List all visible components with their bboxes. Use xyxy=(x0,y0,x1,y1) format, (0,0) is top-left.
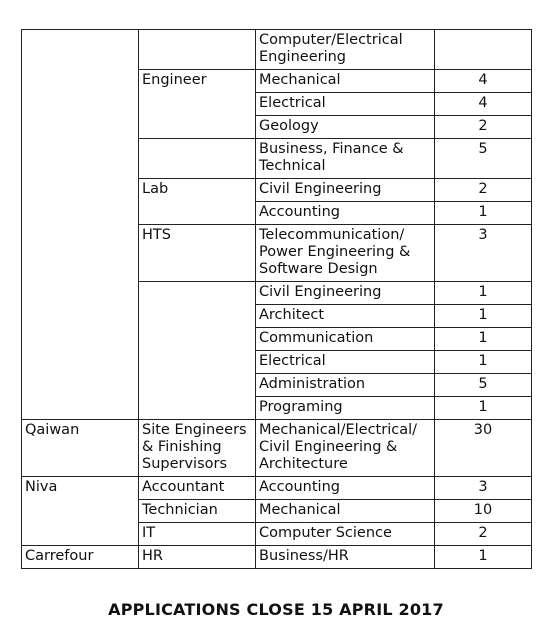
count-cell: 5 xyxy=(435,374,532,397)
company-cell: Carrefour xyxy=(22,546,139,569)
position-cell: HTS xyxy=(139,225,256,282)
closing-notice: APPLICATIONS CLOSE 15 APRIL 2017 xyxy=(108,600,444,619)
specialization-cell: Mechanical xyxy=(256,70,435,93)
company-cell: Qaiwan xyxy=(22,420,139,477)
specialization-cell: Accounting xyxy=(256,477,435,500)
position-cell xyxy=(139,282,256,420)
position-cell: Engineer xyxy=(139,70,256,139)
position-cell: Lab xyxy=(139,179,256,225)
position-cell: Accountant xyxy=(139,477,256,500)
position-cell xyxy=(139,30,256,70)
specialization-cell: Geology xyxy=(256,116,435,139)
company-cell: Niva xyxy=(22,477,139,546)
vacancy-table xyxy=(21,29,532,569)
table-row xyxy=(22,477,532,500)
table-row xyxy=(22,546,532,569)
specialization-cell: Civil Engineering xyxy=(256,179,435,202)
specialization-cell: Architect xyxy=(256,305,435,328)
count-cell: 10 xyxy=(435,500,532,523)
specialization-cell: Telecommunication/ Power Engineering & Software Design xyxy=(256,225,435,282)
count-cell: 2 xyxy=(435,116,532,139)
count-cell: 5 xyxy=(435,139,532,179)
specialization-cell: Business/HR xyxy=(256,546,435,569)
specialization-cell: Electrical xyxy=(256,93,435,116)
specialization-cell: Computer/Electrical Engineering xyxy=(256,30,435,70)
specialization-cell: Electrical xyxy=(256,351,435,374)
count-cell: 3 xyxy=(435,477,532,500)
table-row xyxy=(22,420,532,477)
position-cell: Site Engineers & Finishing Supervisors xyxy=(139,420,256,477)
company-cell xyxy=(22,30,139,420)
table-row xyxy=(22,30,532,70)
specialization-cell: Accounting xyxy=(256,202,435,225)
position-cell xyxy=(139,139,256,179)
count-cell: 4 xyxy=(435,70,532,93)
count-cell: 1 xyxy=(435,351,532,374)
specialization-cell: Civil Engineering xyxy=(256,282,435,305)
count-cell: 3 xyxy=(435,225,532,282)
count-cell: 1 xyxy=(435,305,532,328)
specialization-cell: Business, Finance & Technical xyxy=(256,139,435,179)
count-cell: 2 xyxy=(435,179,532,202)
specialization-cell: Computer Science xyxy=(256,523,435,546)
specialization-cell: Mechanical xyxy=(256,500,435,523)
specialization-cell: Communication xyxy=(256,328,435,351)
count-cell: 30 xyxy=(435,420,532,477)
position-cell: Technician xyxy=(139,500,256,523)
count-cell: 1 xyxy=(435,328,532,351)
specialization-cell: Programing xyxy=(256,397,435,420)
count-cell: 4 xyxy=(435,93,532,116)
count-cell: 1 xyxy=(435,202,532,225)
position-cell: HR xyxy=(139,546,256,569)
count-cell xyxy=(435,30,532,70)
specialization-cell: Administration xyxy=(256,374,435,397)
count-cell: 2 xyxy=(435,523,532,546)
count-cell: 1 xyxy=(435,282,532,305)
count-cell: 1 xyxy=(435,546,532,569)
count-cell: 1 xyxy=(435,397,532,420)
specialization-cell: Mechanical/Electrical/ Civil Engineering & Architecture xyxy=(256,420,435,477)
position-cell: IT xyxy=(139,523,256,546)
